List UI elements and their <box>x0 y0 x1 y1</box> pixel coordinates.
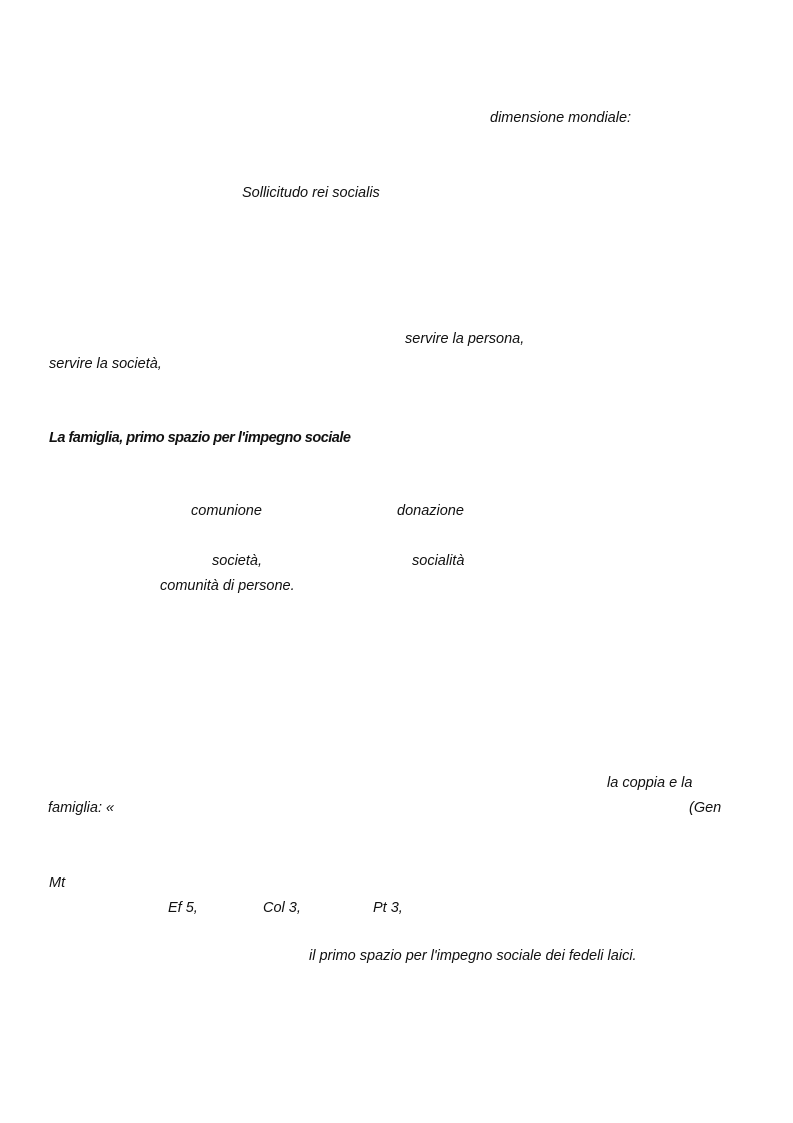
text-pt-reference: Pt 3, <box>373 900 403 916</box>
text-donazione: donazione <box>397 503 464 519</box>
text-dimensione-mondiale: dimensione mondiale: <box>490 110 632 126</box>
text-servire-la-persona: servire la persona, <box>405 331 525 347</box>
text-socialita: socialità <box>412 553 465 569</box>
section-heading: La famiglia, primo spazio per l'impegno sociale <box>49 430 351 446</box>
text-comunione: comunione <box>191 503 262 519</box>
text-mt-reference: Mt <box>49 875 66 891</box>
text-sollicitudo-rei-socialis: Sollicitudo rei socialis <box>242 185 380 201</box>
text-primo-spazio: il primo spazio per l'impegno sociale dei fedeli laici. <box>309 948 637 964</box>
text-famiglia: famiglia: « <box>48 800 115 816</box>
text-ef-reference: Ef 5, <box>168 900 198 916</box>
text-comunita-di-persone: comunità di persone. <box>160 578 295 594</box>
text-la-coppia: la coppia e la <box>607 775 693 791</box>
text-col-reference: Col 3, <box>263 900 301 916</box>
text-societa: società, <box>212 553 262 569</box>
text-servire-la-societa: servire la società, <box>49 356 162 372</box>
text-gen-reference: (Gen <box>689 800 722 816</box>
